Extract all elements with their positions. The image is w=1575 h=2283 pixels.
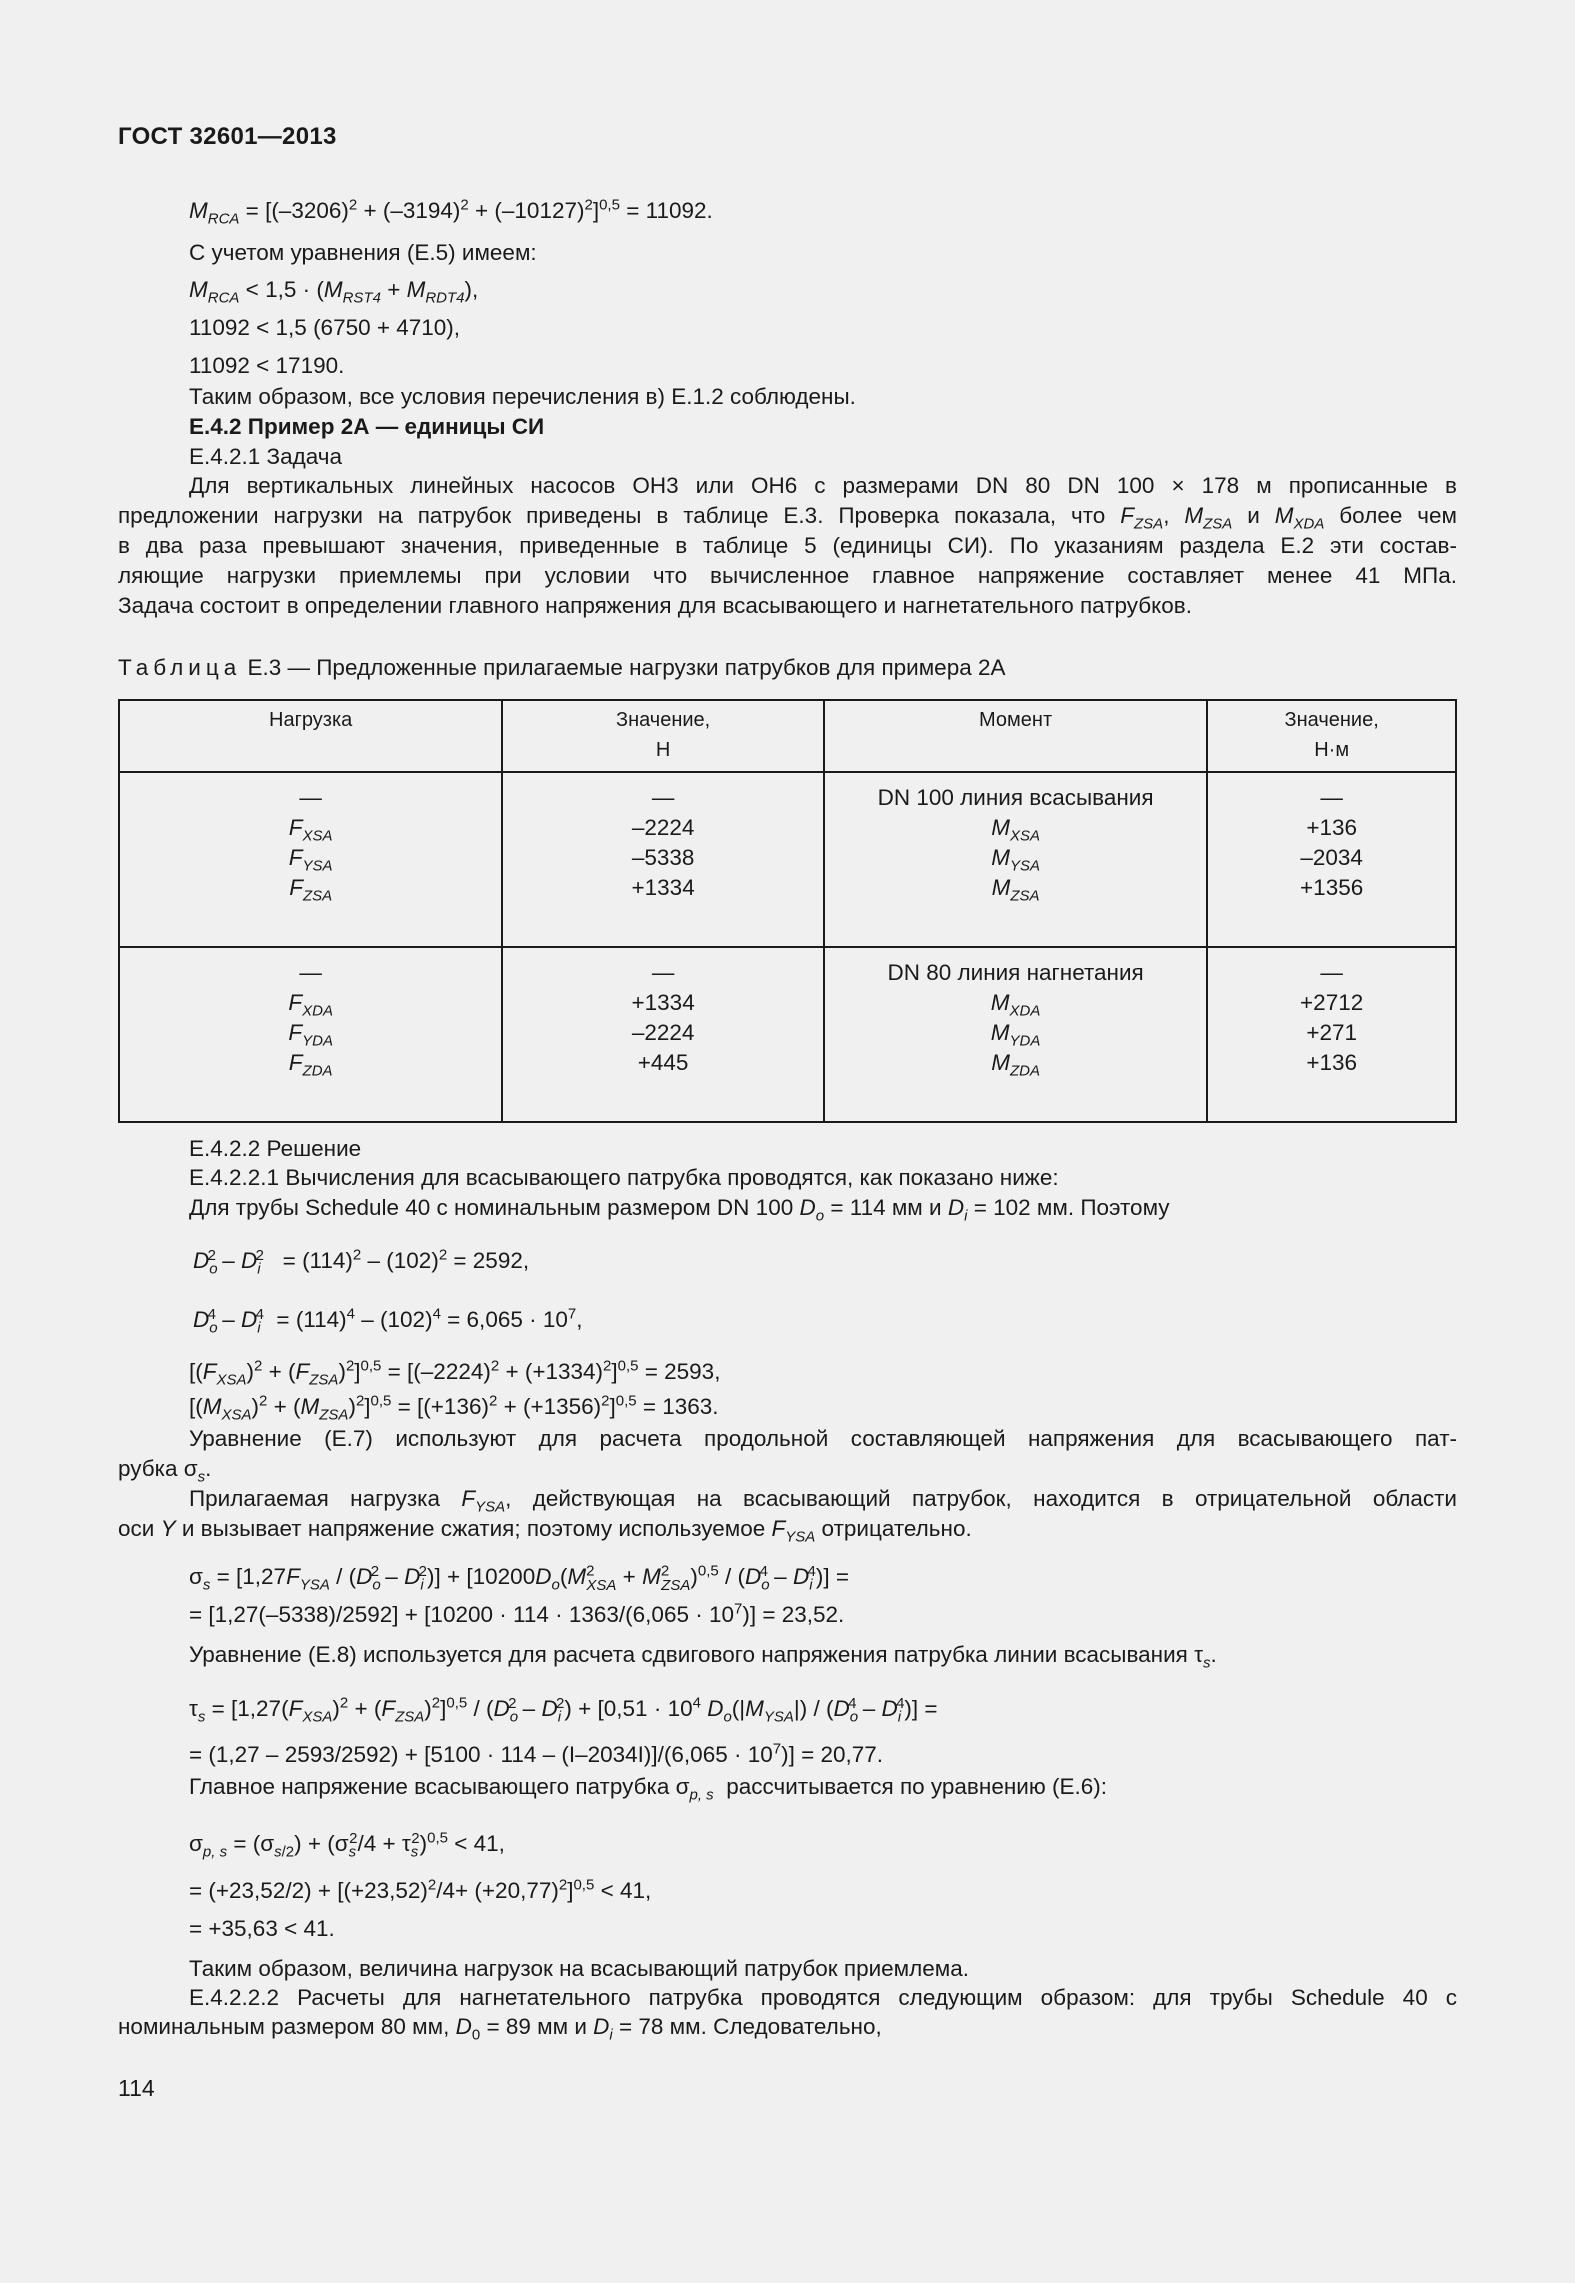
text-line: Главное напряжение всасывающего патрубка $\sigma_{p, s}$ рассчитывается по уравнению (Е.6): bbox=[189, 1774, 1107, 1804]
formula-eq1: $D_o^2 - D_i^2 = (114)^2 - (102)^2 = 2592$, bbox=[193, 1246, 530, 1278]
cell-force-values-discharge: — +1334 –2224 +445 bbox=[502, 947, 824, 1122]
paragraph-line: Для вертикальных линейных насосов ОН3 или ОН6 с размерами DN 80 DN 100 × 178 м прописанные в bbox=[189, 473, 1457, 498]
formula-principal-result: = +35,63 < 41. bbox=[189, 1916, 335, 1941]
formula-sigma-result: = $[1,27(-5338)/2592] + [10200 \cdot 114 \cdot 1363/(6,065 \cdot 10^7)] = 23,52$. bbox=[189, 1600, 845, 1627]
document-header: ГОСТ 32601—2013 bbox=[118, 123, 337, 150]
cell-forces-suction: — $F_{XSA}$ $F_{YSA}$ $F_{ZSA}$ bbox=[119, 772, 502, 947]
page-number: 114 bbox=[118, 2075, 155, 2101]
paragraph-line: Прилагаемая нагрузка $F_{YSA}$, действующая на всасывающий патрубок, находится в отрицательной области bbox=[189, 1486, 1457, 1516]
table-header-row bbox=[119, 700, 1456, 772]
formula-mrca: $M_{RCA} = [(-3206)^2 + (-3194)^2 + (-10127)^2]^{0,5} = 11092$. bbox=[189, 196, 713, 228]
text-line: Таким образом, величина нагрузок на всасывающий патрубок приемлема. bbox=[189, 1956, 970, 1981]
header-moment: Момент bbox=[824, 700, 1207, 772]
table-row bbox=[119, 772, 1456, 947]
paragraph-line: Задача состоит в определении главного напряжения для всасывающего и нагнетательного патрубков. bbox=[118, 593, 1192, 618]
subsection-heading: Е.4.2.2 Решение bbox=[189, 1136, 362, 1161]
formula-eq4: $[(M_{XSA})^2 + (M_{ZSA})^2]^{0,5} = [(+136)^2 + (+1356)^2]^{0,5} = 1363$. bbox=[189, 1392, 719, 1424]
cell-moment-values-suction: — +136 –2034 +1356 bbox=[1207, 772, 1456, 947]
section-heading: Е.4.2 Пример 2А — единицы СИ bbox=[189, 414, 545, 439]
formula-principal: $\sigma_{p, s} = (\sigma_{s/2}) + (\sigma_s^2/4 + \tau_s^2)^{0,5} < 41$, bbox=[189, 1829, 505, 1861]
paragraph-line: предложении нагрузки на патрубок приведены в таблице Е.3. Проверка показала, что $F_{ZSA}$, $M_{ZSA}$ и $M_{XDA}$ более чем bbox=[118, 503, 1457, 533]
formula-inequality: $M_{RCA} < 1,5 \cdot (M_{RST4} + M_{RDT4})$, bbox=[189, 277, 479, 307]
text-line: Уравнение (Е.8) используется для расчета сдвигового напряжения патрубка линии всасывания $\tau_s$. bbox=[189, 1642, 1217, 1672]
cell-moments-suction: DN 100 линия всасывания $M_{XSA}$ $M_{YSA}$ $M_{ZSA}$ bbox=[824, 772, 1207, 947]
paragraph-line: Уравнение (Е.7) используют для расчета продольной составляющей напряжения для всасывающего пат- bbox=[189, 1426, 1457, 1451]
formula-tau-s: $\tau_s = [1,27(F_{XSA})^2 + (F_{ZSA})^2]^{0,5} / (D_o^2 - D_i^2) + [0,51 \cdot 10^4$ $D_o(|M_{YSA}|) / (D_o^4 - D_i^4)$] = bbox=[189, 1694, 938, 1726]
header-value-nm: Значение, Н·м bbox=[1207, 700, 1456, 772]
cell-moments-discharge: DN 80 линия нагнетания $M_{XDA}$ $M_{YDA}$ $M_{ZDA}$ bbox=[824, 947, 1207, 1122]
formula-tau-result: = $(1,27 - 2593/2592) + [5100 \cdot 114 - (I-2034I)]/(6,065 \cdot 10^7)] = 20,77$. bbox=[189, 1740, 884, 1767]
text-line: Е.4.2.2.1 Вычисления для всасывающего патрубка проводятся, как показано ниже: bbox=[189, 1165, 1059, 1190]
paragraph-line: оси Y и вызывает напряжение сжатия; поэтому используемое $F_{YSA}$ отрицательно. bbox=[118, 1516, 972, 1546]
subsection-heading: Е.4.2.1 Задача bbox=[189, 444, 343, 469]
formula-eq3: $[(F_{XSA})^2 + (F_{ZSA})^2]^{0,5} = [(-2224)^2 + (+1334)^2]^{0,5} = 2593$, bbox=[189, 1357, 721, 1389]
formula-line: 11092 < 1,5 (6750 + 4710), bbox=[189, 315, 461, 340]
cell-force-values-suction: — –2224 –5338 +1334 bbox=[502, 772, 824, 947]
formula-principal-sub: = $(+23,52/2) + [(+23,52)^2/4+ (+20,77)^2]^{0,5} < 41$, bbox=[189, 1876, 652, 1903]
paragraph-line: Е.4.2.2.2 Расчеты для нагнетательного патрубка проводятся следующим образом: для трубы Schedule 40 с bbox=[189, 1985, 1457, 2010]
formula-eq2: $D_o^4 - D_i^4 = (114)^4 - (102)^4 = 6,065 \cdot 10^7$, bbox=[193, 1305, 583, 1337]
paragraph-line: ляющие нагрузки приемлемы при условии что вычисленное главное напряжение составляет менее 41 МПа. bbox=[118, 563, 1457, 588]
table-caption: Таблица Е.3 — Предложенные прилагаемые нагрузки патрубков для примера 2А bbox=[118, 655, 1006, 680]
formula-sigma-s: $\sigma_s = [1,27F_{YSA} / (D_o^2 - D_i^2)] + [10200D_o(M^2_{XSA} + M^2_{ZSA})^{0,5} / (D_o^4 - D_i^4)]$ = bbox=[189, 1562, 850, 1594]
text-line: Таким образом, все условия перечисления в) Е.1.2 соблюдены. bbox=[189, 384, 856, 409]
paragraph-line: номинальным размером 80 мм, $D_0 = 89$ мм и $D_i = 78$ мм. Следовательно, bbox=[118, 2014, 882, 2044]
loads-table bbox=[118, 699, 1457, 1123]
text-line: Для трубы Schedule 40 с номинальным размером DN 100 $D_o = 114$ мм и $D_i = 102$ мм. Поэтому bbox=[189, 1195, 1170, 1225]
cell-forces-discharge: — $F_{XDA}$ $F_{YDA}$ $F_{ZDA}$ bbox=[119, 947, 502, 1122]
text-line: С учетом уравнения (Е.5) имеем: bbox=[189, 240, 537, 265]
paragraph-line: в два раза превышают значения, приведенные в таблице 5 (единицы СИ). По указаниям раздела Е.2 эти состав- bbox=[118, 533, 1457, 558]
header-value-n: Значение, Н bbox=[502, 700, 824, 772]
table-row bbox=[119, 947, 1456, 1122]
paragraph-line: рубка $\sigma_s$. bbox=[118, 1456, 212, 1486]
cell-moment-values-discharge: — +2712 +271 +136 bbox=[1207, 947, 1456, 1122]
formula-line: 11092 < 17190. bbox=[189, 353, 345, 378]
header-load: Нагрузка bbox=[119, 700, 502, 772]
